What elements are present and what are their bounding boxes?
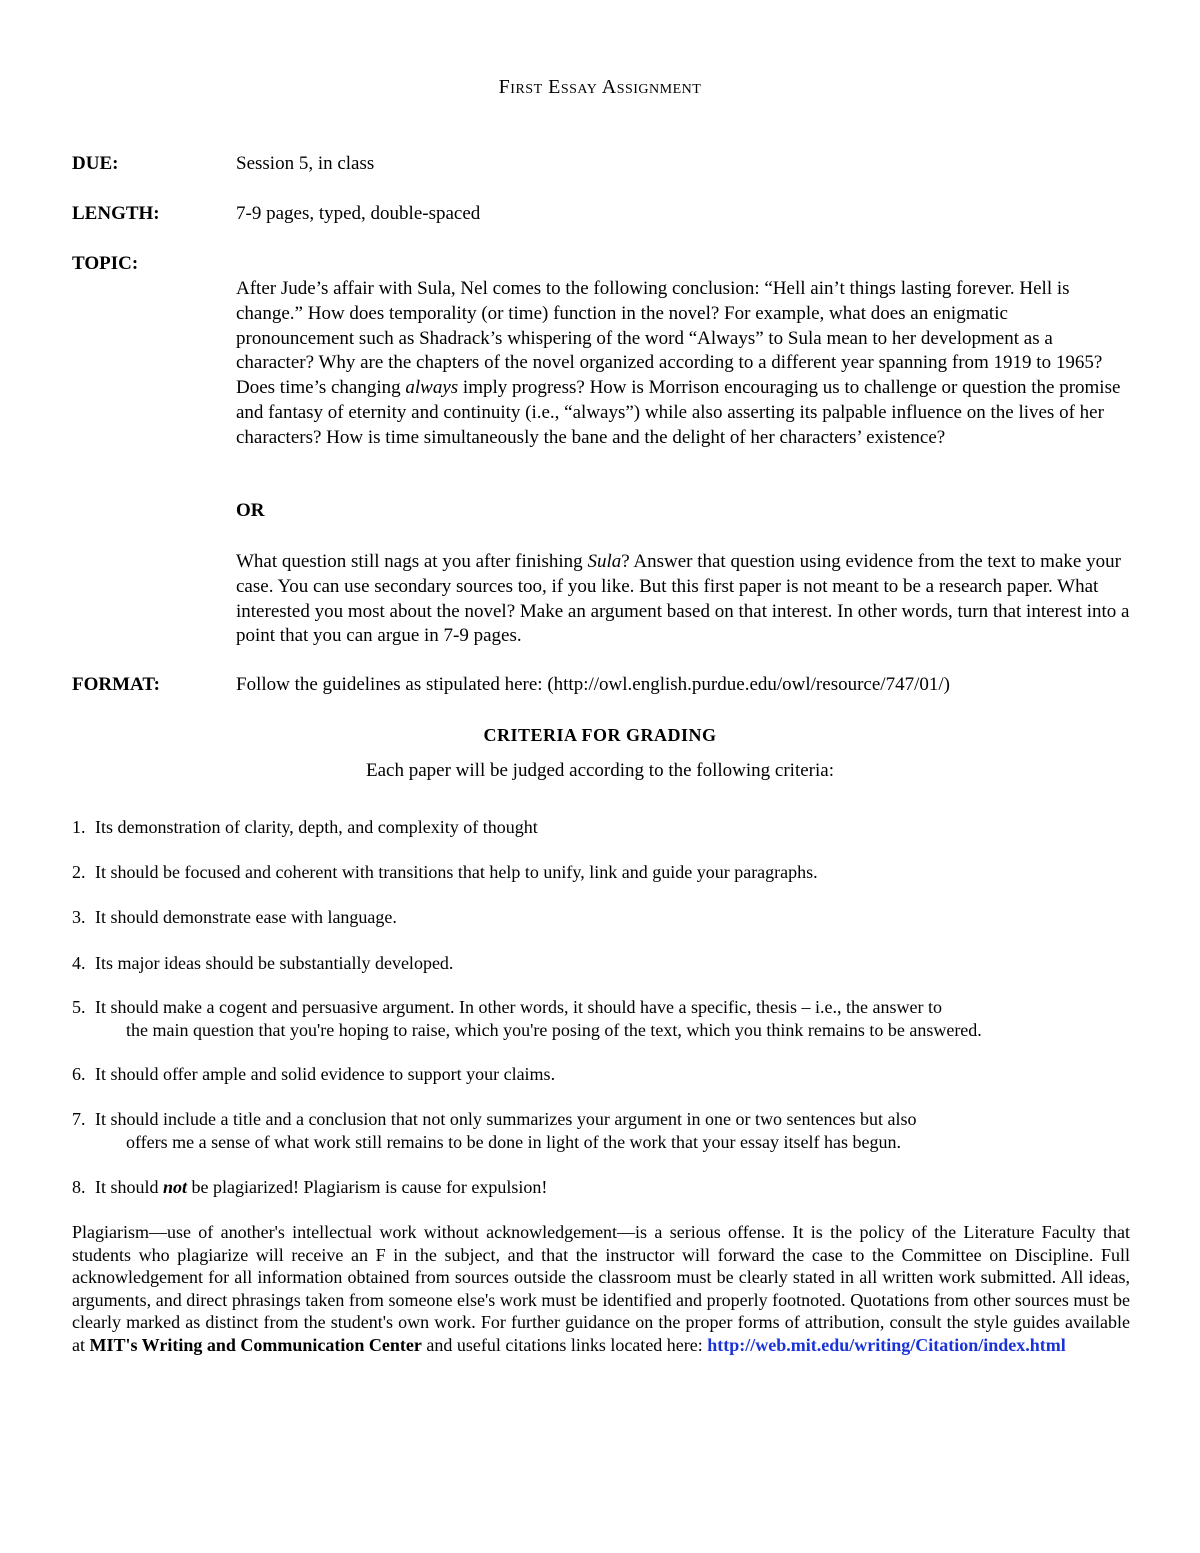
item-emphasis: not bbox=[163, 1177, 188, 1197]
topic-option-2-text: What question still nags at you after finishing bbox=[236, 551, 588, 572]
due-value: Session 5, in class bbox=[236, 153, 375, 174]
item-number: 8. bbox=[72, 1177, 86, 1197]
topic-option-1-text: After Jude’s affair with Sula, Nel comes to the following conclusion: “Hell ain’t things lasting forever. Hell is change.” How does temporality (or time) function in the novel? For example, what does an enigmatic pronouncement such as Shadrack’s whispering of the word “Always” to Sula mean to her development as a character? Why are the chapters of the novel organized according to a different year spanning from 1919 to 1965? Does time’s changing bbox=[236, 278, 1103, 399]
criteria-item-7 bbox=[72, 1108, 1132, 1153]
item-text-continuation: offers me a sense of what work still remains to be done in light of the work that your essay itself has begun. bbox=[126, 1131, 901, 1152]
item-text: It should be focused and coherent with transitions that help to unify, link and guide your paragraphs. bbox=[95, 862, 818, 882]
criteria-heading: CRITERIA FOR GRADING bbox=[483, 725, 717, 745]
due-label: DUE: bbox=[72, 153, 119, 174]
item-number: 1. bbox=[72, 817, 86, 837]
criteria-subheading: Each paper will be judged according to the following criteria: bbox=[366, 760, 834, 781]
item-text: Its demonstration of clarity, depth, and complexity of thought bbox=[95, 817, 538, 837]
criteria-item-2 bbox=[72, 861, 1132, 884]
format-value: Follow the guidelines as stipulated here: (http://owl.english.purdue.edu/owl/resource/747/01/) bbox=[236, 674, 950, 695]
item-text: It should make a cogent and persuasive argument. In other words, it should have a specific, thesis – i.e., the answer to bbox=[95, 997, 942, 1017]
item-number: 4. bbox=[72, 953, 86, 973]
item-number: 7. bbox=[72, 1109, 86, 1129]
topic-option-2-text-end: ? Answer that question using evidence from the text to make your case. You can use secondary sources too, if you like. But this first paper is not meant to be a research paper. What interested you most about the novel? Make an argument based on that interest. In other words, turn that interest into a point that you can argue in 7-9 pages. bbox=[236, 551, 1130, 647]
item-text: It should include a title and a conclusion that not only summarizes your argument in one or two sentences but also bbox=[95, 1109, 917, 1129]
criteria-item-4 bbox=[72, 952, 1132, 975]
item-text: It should bbox=[95, 1177, 164, 1197]
topic-option-2 bbox=[236, 550, 1130, 649]
item-number: 6. bbox=[72, 1064, 86, 1084]
criteria-item-1 bbox=[72, 816, 1132, 839]
item-number: 5. bbox=[72, 997, 86, 1017]
format-label: FORMAT: bbox=[72, 674, 160, 695]
plagiarism-text-end: and useful citations links located here: bbox=[421, 1334, 708, 1355]
writing-center-name: MIT's Writing and Communication Center bbox=[89, 1334, 422, 1355]
item-text: It should demonstrate ease with language. bbox=[95, 907, 397, 927]
topic-option-1-text-end: imply progress? How is Morrison encouraging us to challenge or question the promise and fantasy of eternity and continuity (i.e., “always”) while also asserting its palpable influence on the lives of her characters? How is time simultaneously the bane and the delight of her characters’ existence? bbox=[236, 377, 1121, 448]
item-text-continuation: the main question that you're hoping to raise, which you're posing of the text, which you think remains to be answered. bbox=[126, 1019, 982, 1040]
criteria-item-5 bbox=[72, 996, 1132, 1041]
criteria-item-8 bbox=[72, 1176, 1132, 1199]
citation-link[interactable]: http://web.mit.edu/writing/Citation/index.html bbox=[707, 1334, 1066, 1355]
item-text: Its major ideas should be substantially developed. bbox=[95, 953, 454, 973]
topic-option-2-emphasis: Sula bbox=[587, 551, 622, 572]
topic-option-1 bbox=[236, 277, 1130, 451]
page-title: First Essay Assignment bbox=[498, 76, 702, 98]
plagiarism-text: Plagiarism—use of another's intellectual work without acknowledgement—is a serious offense. It is the policy of the Literature Faculty that students who plagiarize will receive an F in the subject, and that the instructor will forward the case to the Committee on Discipline. Full acknowledgement for all information obtained from sources outside the classroom must be clearly stated in all written work submitted. All ideas, arguments, and direct phrasings taken from someone else's work must be identified and properly footnoted. Quotations from other sources must be clearly marked as distinct from the student's own work. For further guidance on the proper forms of attribution, consult the style guides available at bbox=[72, 1222, 1130, 1355]
topic-option-1-emphasis: always bbox=[405, 377, 459, 399]
item-number: 2. bbox=[72, 862, 86, 882]
item-text: It should offer ample and solid evidence to support your claims. bbox=[95, 1064, 556, 1084]
plagiarism-policy bbox=[72, 1221, 1130, 1356]
length-label: LENGTH: bbox=[72, 203, 160, 224]
item-text-end: be plagiarized! Plagiarism is cause for expulsion! bbox=[187, 1177, 548, 1197]
length-value: 7-9 pages, typed, double-spaced bbox=[236, 203, 481, 224]
topic-or: OR bbox=[236, 500, 265, 521]
topic-label: TOPIC: bbox=[72, 253, 139, 274]
criteria-item-3 bbox=[72, 906, 1132, 929]
criteria-item-6 bbox=[72, 1063, 1132, 1086]
item-number: 3. bbox=[72, 907, 86, 927]
